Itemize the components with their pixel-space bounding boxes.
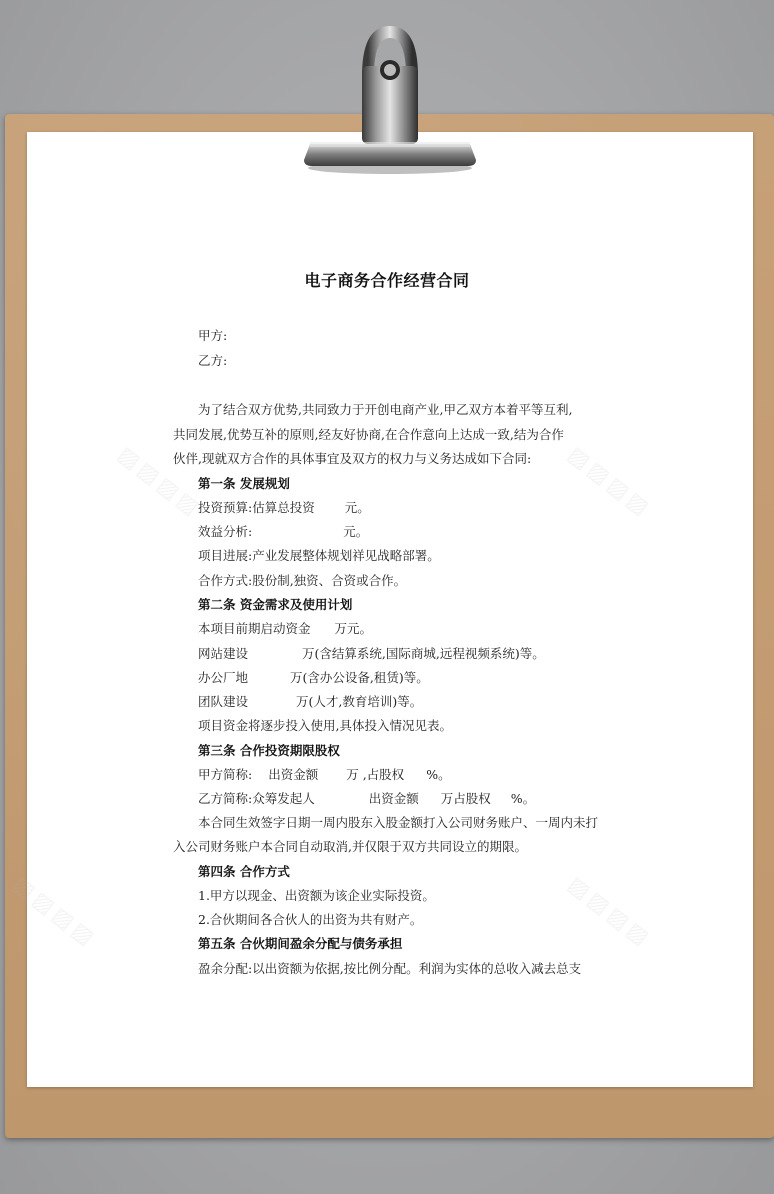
benefit-label: 效益分析: bbox=[198, 524, 253, 539]
article4-item-1: 1.甲方以现金、出资额为该企业实际投资。 bbox=[198, 888, 435, 903]
b-share: 万占股权 bbox=[440, 791, 491, 806]
b-abbr: 乙方简称:众筹发起人 bbox=[198, 791, 315, 806]
budget-label: 投资预算:估算总投资 bbox=[198, 500, 315, 515]
office-detail: 万(含办公设备,租赁)等。 bbox=[290, 670, 429, 685]
article5-heading: 第五条 合伙期间盈余分配与债务承担 bbox=[198, 936, 403, 951]
team-line bbox=[198, 694, 422, 710]
document-title: 电子商务合作经营合同 bbox=[304, 271, 470, 290]
article2-heading: 第二条 资金需求及使用计划 bbox=[198, 597, 353, 612]
website-line bbox=[198, 646, 545, 662]
article3-heading: 第三条 合作投资期限股权 bbox=[198, 743, 340, 758]
party-a-share-line bbox=[198, 767, 451, 783]
article4-item-2: 2.合伙期间各合伙人的出资为共有财产。 bbox=[198, 912, 423, 927]
intro-line-1: 为了结合双方优势,共同致力于开创电商产业,甲乙双方本着平等互利, bbox=[198, 402, 573, 417]
a-amount: 出资金额 bbox=[268, 767, 319, 782]
budget-line bbox=[198, 500, 370, 516]
profit-line: 盈余分配:以出资额为依据,按比例分配。利润为实体的总收入减去总支 bbox=[198, 961, 582, 976]
startup-unit: 万元。 bbox=[334, 621, 373, 636]
article1-heading: 第一条 发展规划 bbox=[198, 476, 290, 491]
intro-line-3: 伙伴,现就双方合作的具体事宜及双方的权力与义务达成如下合同: bbox=[173, 451, 532, 466]
startup-label: 本项目前期启动资金 bbox=[198, 621, 311, 636]
party-a-label: 甲方: bbox=[198, 328, 228, 343]
website-label: 网站建设 bbox=[198, 646, 249, 661]
effective-line-2: 入公司财务账户本合同自动取消,并仅限于双方共同设立的期限。 bbox=[173, 839, 527, 854]
a-share: 万 ,占股权 bbox=[346, 767, 405, 782]
team-label: 团队建设 bbox=[198, 694, 249, 709]
budget-unit: 元。 bbox=[344, 500, 370, 515]
b-pct: %。 bbox=[510, 791, 536, 806]
party-b-label: 乙方: bbox=[198, 353, 228, 368]
office-label: 办公厂地 bbox=[198, 670, 249, 685]
benefit-line bbox=[198, 524, 368, 540]
effective-line-1: 本合同生效签字日期一周内股东入股金额打入公司财务账户、一周内未打 bbox=[198, 815, 599, 830]
benefit-unit: 元。 bbox=[343, 524, 369, 539]
a-abbr: 甲方简称: bbox=[198, 767, 253, 782]
team-detail: 万(人才,教育培训)等。 bbox=[296, 694, 423, 709]
party-b-share-line bbox=[198, 791, 535, 807]
intro-line-2: 共同发展,优势互补的原则,经友好协商,在合作意向上达成一致,结为合作 bbox=[173, 427, 564, 442]
mode-line: 合作方式:股份制,独资、合资或合作。 bbox=[198, 573, 407, 588]
website-detail: 万(含结算系统,国际商城,远程视频系统)等。 bbox=[302, 646, 545, 661]
funding-note: 项目资金将逐步投入使用,具体投入情况见表。 bbox=[198, 718, 452, 733]
binder-clip-icon bbox=[300, 26, 480, 176]
a-pct: %。 bbox=[426, 767, 451, 782]
progress-line: 项目进展:产业发展整体规划祥见战略部署。 bbox=[198, 548, 440, 563]
startup-line bbox=[198, 621, 372, 637]
office-line bbox=[198, 670, 429, 686]
article4-heading: 第四条 合作方式 bbox=[198, 864, 290, 879]
b-amount: 出资金额 bbox=[368, 791, 419, 806]
